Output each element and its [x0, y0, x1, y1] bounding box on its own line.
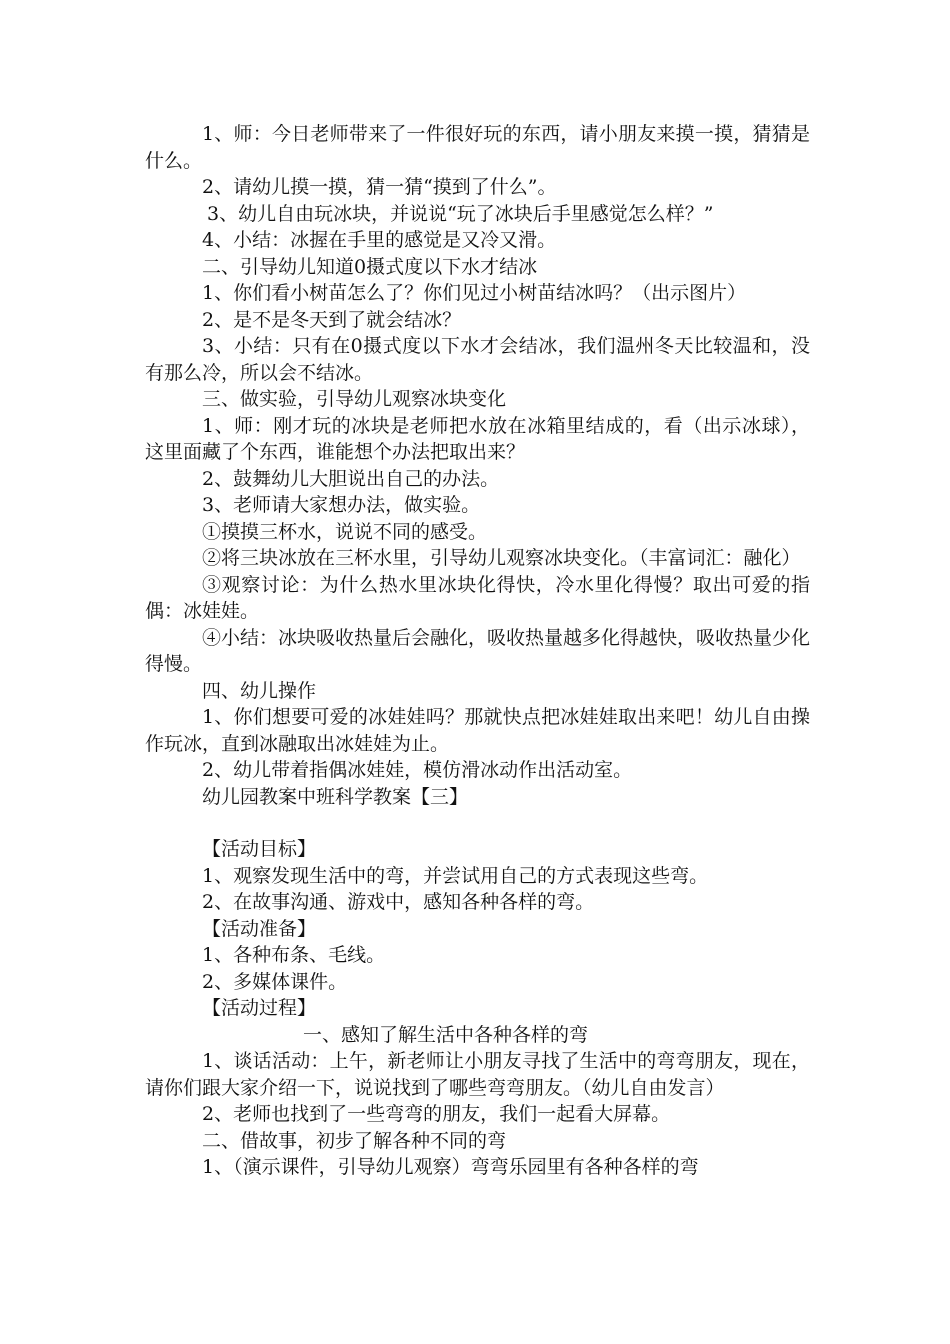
- section-heading: 四、幼儿操作: [202, 679, 317, 702]
- paragraph: 4、小结：冰握在手里的感觉是又冷又滑。: [202, 229, 557, 251]
- paragraph: 1、师：今日老师带来了一件很好玩的东西，请小朋友来摸一摸，猜猜是什么。: [145, 123, 810, 172]
- paragraph: ③观察讨论：为什么热水里冰块化得快，冷水里化得慢？取出可爱的指偶：冰娃娃。: [145, 573, 810, 622]
- section-label: 【活动目标】: [202, 838, 317, 860]
- paragraph: 2、多媒体课件。: [202, 970, 348, 993]
- paragraph: ④小结：冰块吸收热量后会融化，吸收热量越多化得越快，吸收热量少化得慢。: [145, 626, 811, 675]
- section-heading: 三、做实验，引导幼儿观察冰块变化: [202, 388, 507, 410]
- paragraph: 1、（演示课件，引导幼儿观察）弯弯乐园里有各种各样的弯: [202, 1156, 699, 1178]
- paragraph: 2、鼓舞幼儿大胆说出自己的办法。: [202, 467, 500, 490]
- paragraph: 2、幼儿带着指偶冰娃娃，模仿滑冰动作出活动室。: [202, 759, 633, 781]
- section-heading: 二、引导幼儿知道0摄式度以下水才结冰: [202, 255, 538, 278]
- document-title: 幼儿园教案中班科学教案【三】: [202, 785, 469, 808]
- section-label: 【活动准备】: [202, 917, 317, 940]
- paragraph: 1、你们想要可爱的冰娃娃吗？那就快点把冰娃娃取出来吧！幼儿自由操作玩冰，直到冰融取出冰娃娃为止。: [145, 706, 810, 755]
- paragraph: 1、观察发现生活中的弯，并尝试用自己的方式表现这些弯。: [202, 864, 709, 887]
- paragraph: 2、请幼儿摸一摸，猜一猜“摸到了什么”。: [202, 176, 557, 198]
- section-label: 【活动过程】: [202, 997, 317, 1019]
- paragraph: 3、老师请大家想办法，做实验。: [202, 494, 481, 516]
- paragraph: 3、幼儿自由玩冰块，并说说“玩了冰块后手里感觉怎么样？”: [207, 202, 714, 225]
- paragraph: 1、各种布条、毛线。: [202, 944, 386, 966]
- paragraph: 1、师：刚才玩的冰块是老师把水放在冰箱里结成的，看（出示冰球），这里面藏了个东西，谁能想个办法把取出来？: [145, 414, 810, 463]
- section-heading: 一、感知了解生活中各种各样的弯: [303, 1023, 589, 1046]
- paragraph: 2、在故事沟通、游戏中，感知各种各样的弯。: [202, 891, 595, 913]
- paragraph: 1、谈话活动：上午，新老师让小朋友寻找了生活中的弯弯朋友，现在，请你们跟大家介绍一下，说说找到了哪些弯弯朋友。（幼儿自由发言）: [145, 1050, 810, 1099]
- paragraph: 2、是不是冬天到了就会结冰？: [202, 308, 462, 331]
- paragraph: 1、你们看小树苗怎么了？你们见过小树苗结冰吗？（出示图片）: [202, 282, 747, 304]
- paragraph: 3、小结：只有在0摄式度以下水才会结冰，我们温州冬天比较温和，没有那么冷，所以会不结冰。: [145, 335, 810, 384]
- document-body: [145, 121, 810, 1181]
- blank-line: [145, 810, 810, 836]
- paragraph: 2、老师也找到了一些弯弯的朋友，我们一起看大屏幕。: [202, 1103, 671, 1125]
- section-heading: 二、借故事，初步了解各种不同的弯: [202, 1129, 507, 1152]
- paragraph: ①摸摸三杯水，说说不同的感受。: [202, 520, 488, 543]
- paragraph: ②将三块冰放在三杯水里，引导幼儿观察冰块变化。（丰富词汇：融化）: [202, 547, 801, 569]
